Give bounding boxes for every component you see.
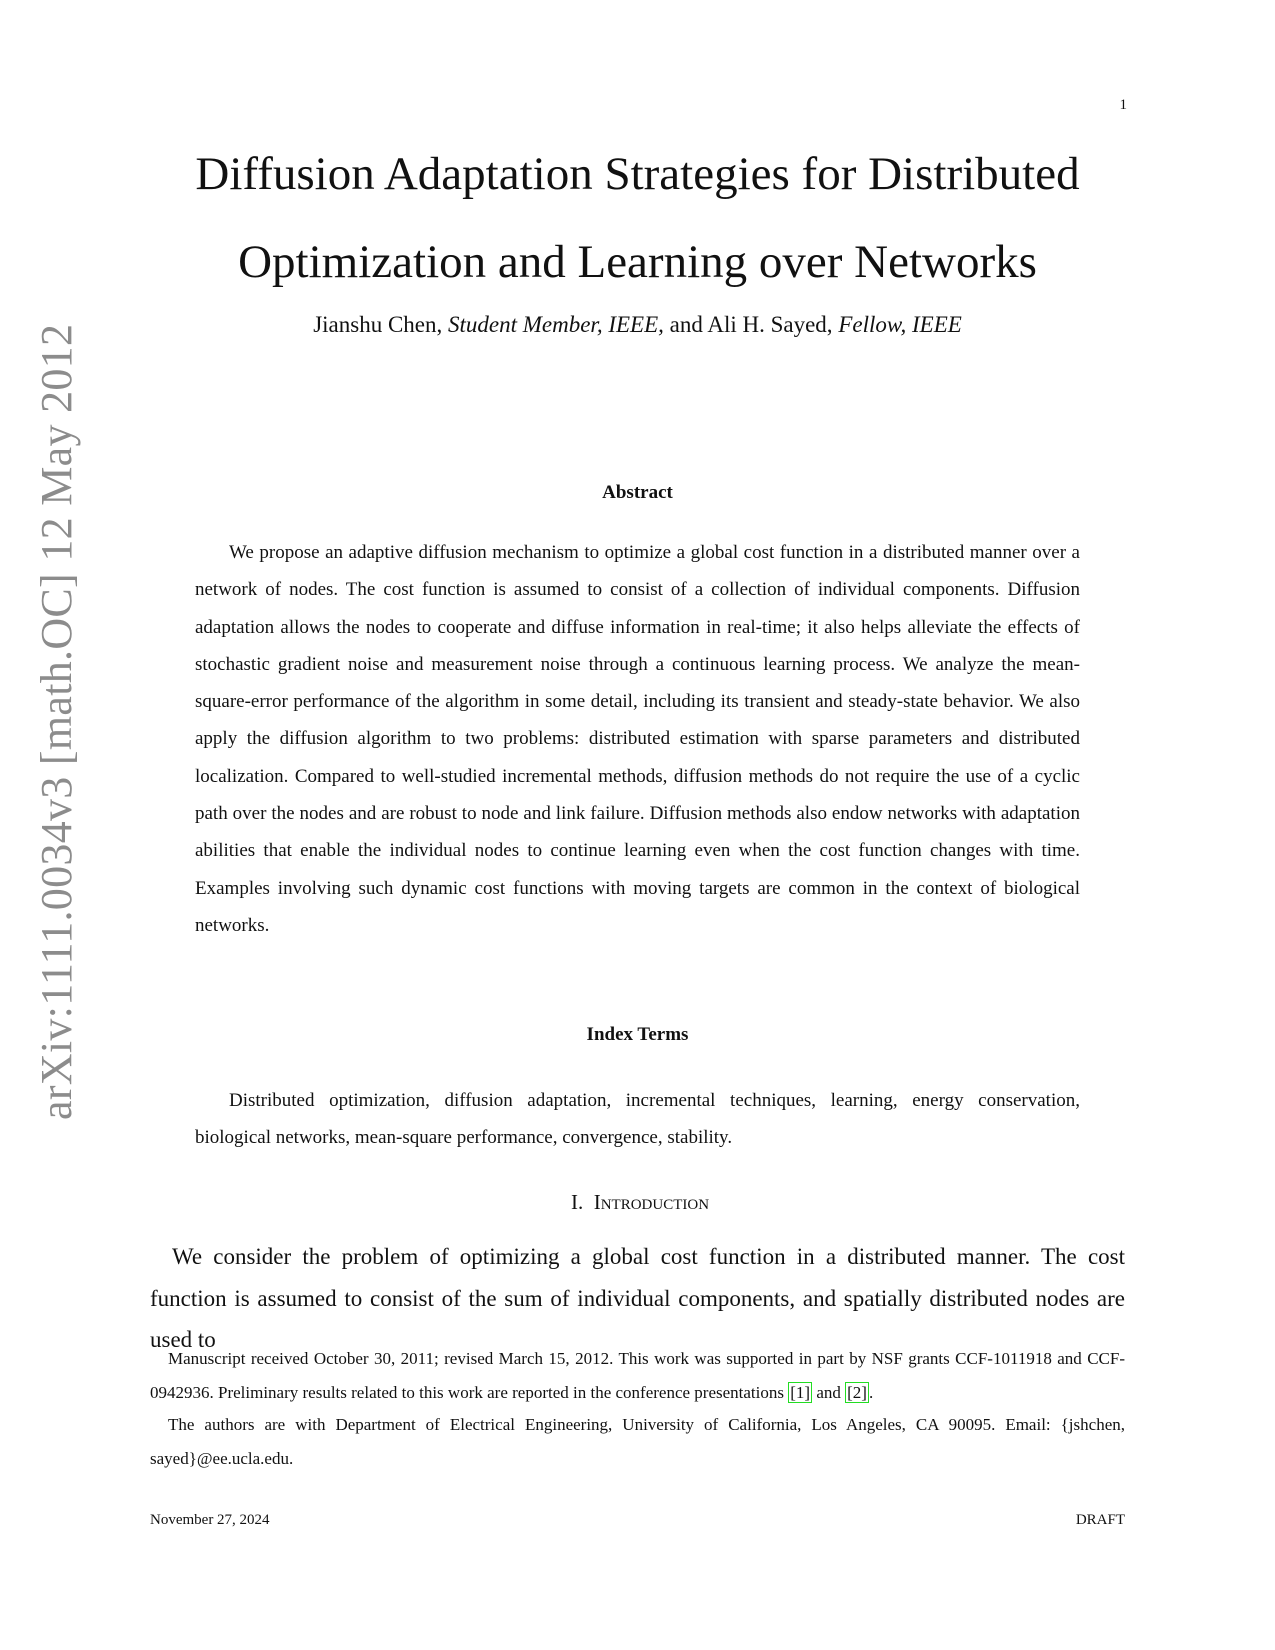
manuscript-footnote	[150, 1342, 1125, 1409]
index-terms-body: Distributed optimization, diffusion adaptation, incremental techniques, learning, energy conservation, biological networks, mean-square performance, convergence, stability.	[195, 1090, 1080, 1149]
introduction-body: We consider the problem of optimizing a global cost function in a distributed manner. The cost function is assumed to consist of the sum of individual components, and spatially distributed nodes are used to	[150, 1244, 1125, 1352]
author-1-role: Student Member, IEEE,	[448, 312, 664, 337]
index-terms-heading: Index Terms	[586, 1024, 689, 1045]
author-2-role: Fellow, IEEE	[838, 312, 962, 337]
citation-link-1[interactable]: [1]	[790, 1382, 811, 1402]
affiliation-footnote: The authors are with Department of Electrical Engineering, University of California, Los Angeles, CA 90095. Email: {jshchen, sayed}@ee.ucla.edu.	[150, 1415, 1125, 1468]
section-numeral: I.	[570, 1190, 584, 1214]
abstract-body: We propose an adaptive diffusion mechanism to optimize a global cost function in a distributed manner over a network of nodes. The cost function is assumed to consist of a collection of individual components. Diffusion adaptation allows the nodes to cooperate and diffuse information in real-time; it also helps alleviate the effects of stochastic gradient noise and measurement noise through a continuous learning process. We analyze the mean-square-error performance of the algorithm in some detail, including its transient and steady-state behavior. We also apply the diffusion algorithm to two problems: distributed estimation with sparse parameters and distributed localization. Compared to well-studied incremental methods, diffusion methods do not require the use of a cyclic path over the nodes and are robust to node and link failure. Diffusion methods also endow networks with adaptation abilities that enable the individual nodes to continue learning even when the cost function changes with time. Examples involving such dynamic cost functions with moving targets are common in the context of biological networks.	[195, 542, 1080, 936]
introduction-heading	[150, 1190, 1130, 1215]
author-1: Jianshu Chen,	[313, 312, 443, 337]
paper-title	[120, 130, 1155, 306]
title-line-2: Optimization and Learning over Networks	[238, 236, 1037, 288]
author-2: Ali H. Sayed,	[707, 312, 833, 337]
title-line-1: Diffusion Adaptation Strategies for Distributed	[195, 148, 1080, 200]
footer-date: November 27, 2024	[150, 1512, 270, 1528]
abstract-heading: Abstract	[602, 482, 673, 503]
page-number: 1	[1119, 97, 1127, 113]
author-conjunction: and	[669, 312, 703, 337]
citation-link-2[interactable]: [2]	[847, 1382, 867, 1402]
footnote-and: and	[816, 1382, 841, 1402]
section-title: Introduction	[593, 1190, 710, 1214]
manuscript-footnote-text: Manuscript received October 30, 2011; revised March 15, 2012. This work was supported in part by NSF grants CCF-1011918 and CCF-0942936. Preliminary results related to this work are reported in the conference presentations	[150, 1349, 1125, 1402]
footnote-period: .	[868, 1382, 874, 1402]
author-line	[120, 312, 1155, 338]
arxiv-identifier-stamp: arXiv:1111.0034v3 [math.OC] 12 May 2012	[32, 323, 81, 1120]
footer-draft-label: DRAFT	[1075, 1512, 1125, 1528]
